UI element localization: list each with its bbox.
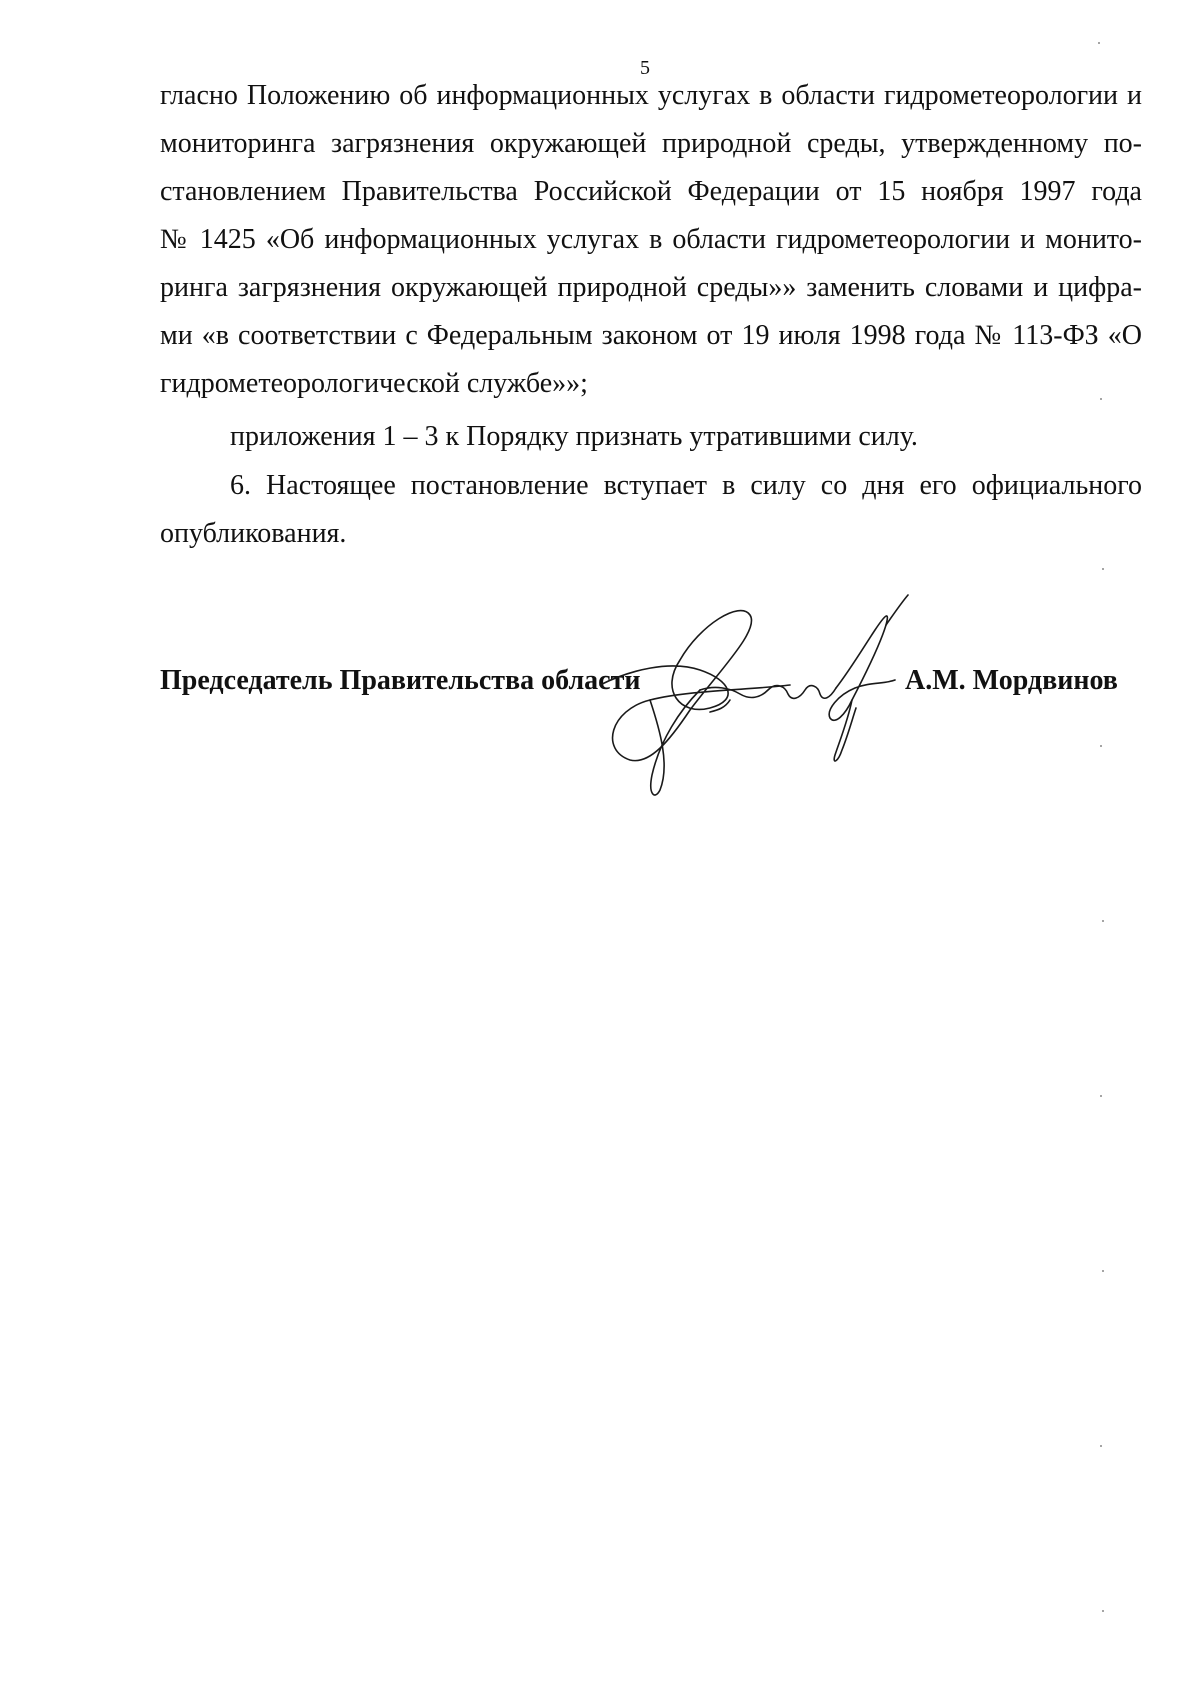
paragraph-line: опубликования. — [160, 518, 347, 549]
paragraph-line: ми «в соответствии с Федеральным законом от 19 июля 1998 года № 113-ФЗ «О — [160, 320, 1142, 351]
scan-artifact — [1100, 745, 1102, 747]
paragraph-effective-date — [160, 462, 1142, 558]
paragraph-line: мониторинга загрязнения окружающей природной среды, утвержденному по- — [160, 128, 1142, 159]
scan-artifact — [1098, 42, 1100, 44]
scan-artifact — [1100, 1095, 1102, 1097]
scan-artifact — [1100, 1445, 1102, 1447]
paragraph-line: 6. Настоящее постановление вступает в силу со дня его официального — [230, 470, 1142, 501]
handwritten-signature — [590, 590, 950, 800]
signer-name: А.М. Мордвинов — [905, 665, 1118, 696]
scan-artifact — [1102, 920, 1104, 922]
page-number: 5 — [640, 57, 650, 79]
paragraph-line: становлением Правительства Российской Федерации от 15 ноября 1997 года — [160, 176, 1142, 207]
scan-artifact — [1102, 1270, 1104, 1272]
signer-position: Председатель Правительства области — [160, 665, 641, 696]
paragraph-line: гласно Положению об информационных услугах в области гидрометеорологии и — [160, 80, 1142, 111]
scan-artifact — [1100, 398, 1102, 400]
paragraph-line: гидрометеорологической службе»»; — [160, 368, 588, 399]
paragraph-line: № 1425 «Об информационных услугах в области гидрометеорологии и монито- — [160, 224, 1142, 255]
paragraph-continuation — [160, 72, 1142, 408]
scan-artifact — [1102, 568, 1104, 570]
paragraph-line: ринга загрязнения окружающей природной среды»» заменить словами и цифра- — [160, 272, 1142, 303]
scan-artifact — [1102, 1610, 1104, 1612]
paragraph-appendices: приложения 1 – 3 к Порядку признать утратившими силу. — [230, 421, 918, 452]
